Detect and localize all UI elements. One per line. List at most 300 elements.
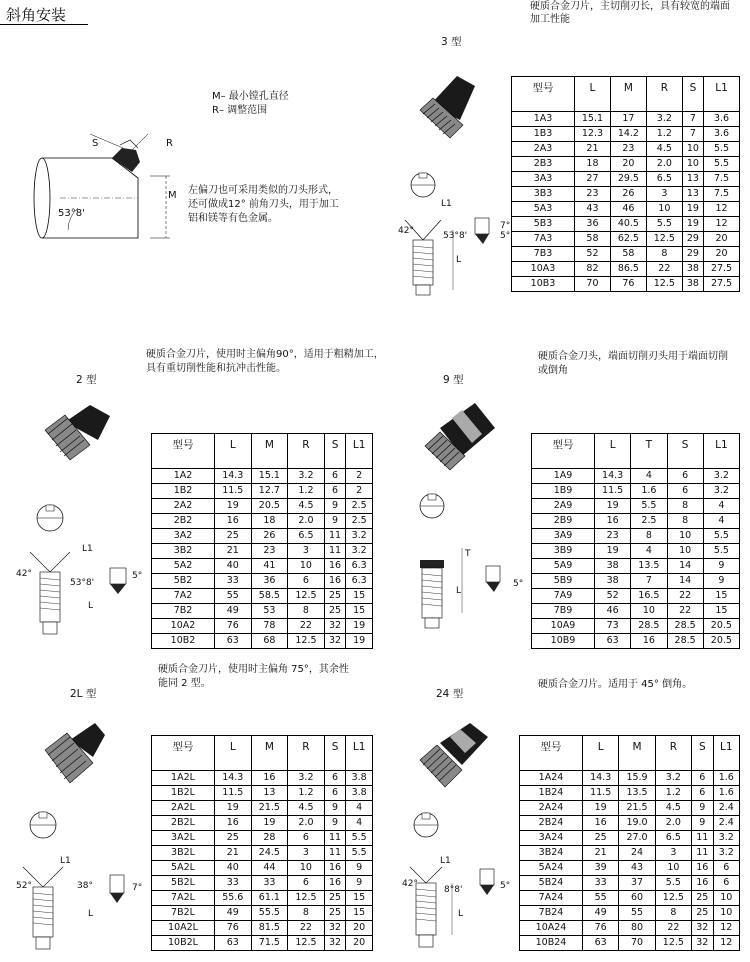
- table-row: [532, 469, 740, 484]
- col-header: M: [619, 736, 655, 771]
- table-row: [152, 831, 373, 846]
- value-cell: 32: [324, 619, 346, 634]
- col-header: L1: [704, 77, 740, 112]
- value-cell: 6.5: [646, 172, 682, 187]
- model-cell: 7B2: [152, 604, 215, 619]
- table-row: [532, 559, 740, 574]
- model-cell: 1A9: [532, 469, 595, 484]
- value-cell: 3: [288, 846, 325, 861]
- value-cell: 1.6: [713, 786, 739, 801]
- model-cell: 5B3: [512, 217, 575, 232]
- type-9-dim-t: T: [465, 549, 471, 559]
- value-cell: 5.5: [346, 846, 373, 861]
- intro-angle: 53°8': [58, 208, 85, 219]
- col-header: L1: [346, 434, 373, 469]
- value-cell: 23: [251, 544, 288, 559]
- table-row: [152, 484, 373, 499]
- value-cell: 25: [215, 831, 252, 846]
- value-cell: 23: [610, 142, 646, 157]
- value-cell: 20: [704, 247, 740, 262]
- page-title: 斜角安装: [6, 6, 67, 24]
- value-cell: 10: [288, 559, 325, 574]
- table-row: [152, 529, 373, 544]
- value-cell: 14: [667, 559, 703, 574]
- col-header: L: [215, 736, 252, 771]
- value-cell: 5.5: [704, 157, 740, 172]
- type-3-dim-a2: 53°8': [443, 231, 468, 241]
- value-cell: 11.5: [215, 484, 252, 499]
- col-header: 型号: [152, 736, 215, 771]
- value-cell: 8: [655, 906, 691, 921]
- value-cell: 8: [288, 906, 325, 921]
- value-cell: 9: [324, 816, 346, 831]
- value-cell: 10: [713, 906, 739, 921]
- value-cell: 76: [215, 921, 252, 936]
- col-header: R: [288, 434, 325, 469]
- model-cell: 10B3: [512, 277, 575, 292]
- table-row: [512, 262, 740, 277]
- value-cell: 2.5: [631, 514, 667, 529]
- type-24-table: [519, 735, 740, 951]
- value-cell: 4: [631, 469, 667, 484]
- value-cell: 7: [682, 112, 703, 127]
- model-cell: 1A2L: [152, 771, 215, 786]
- value-cell: 43: [575, 202, 611, 217]
- value-cell: 20: [346, 921, 373, 936]
- value-cell: 8: [646, 247, 682, 262]
- type-3-dim-a4: 5°: [500, 231, 511, 241]
- value-cell: 55: [619, 906, 655, 921]
- value-cell: 4: [703, 499, 739, 514]
- type-2-desc-2: 具有重切削性能和抗冲击性能。: [146, 363, 286, 374]
- value-cell: 1.6: [631, 484, 667, 499]
- value-cell: 13: [251, 786, 288, 801]
- value-cell: 15: [346, 891, 373, 906]
- table-row: [152, 771, 373, 786]
- value-cell: 19: [251, 816, 288, 831]
- value-cell: 5.5: [704, 142, 740, 157]
- value-cell: 6: [324, 771, 346, 786]
- table-row: [152, 559, 373, 574]
- col-header: L1: [703, 434, 739, 469]
- type-3-desc-2: 加工性能: [530, 14, 570, 25]
- value-cell: 12.5: [288, 936, 325, 951]
- value-cell: 68: [251, 634, 288, 649]
- value-cell: 3.2: [288, 469, 325, 484]
- value-cell: 3.2: [655, 771, 691, 786]
- table-row: [520, 861, 740, 876]
- table-row: [512, 112, 740, 127]
- value-cell: 21: [575, 142, 611, 157]
- model-cell: 3A9: [532, 529, 595, 544]
- value-cell: 9: [324, 514, 346, 529]
- table-row: [152, 499, 373, 514]
- value-cell: 11.5: [583, 786, 619, 801]
- model-cell: 10B2L: [152, 936, 215, 951]
- value-cell: 6: [288, 831, 325, 846]
- value-cell: 22: [655, 921, 691, 936]
- dim-s: S: [92, 138, 99, 149]
- value-cell: 7: [682, 127, 703, 142]
- table-row: [152, 634, 373, 649]
- value-cell: 12.5: [646, 232, 682, 247]
- value-cell: 38: [682, 277, 703, 292]
- model-cell: 1B3: [512, 127, 575, 142]
- model-cell: 2A9: [532, 499, 595, 514]
- col-header: M: [251, 736, 288, 771]
- type-2-dim-a3: 5°: [132, 571, 143, 581]
- col-header: T: [631, 434, 667, 469]
- value-cell: 6.3: [346, 574, 373, 589]
- table-row: [532, 529, 740, 544]
- table-row: [512, 127, 740, 142]
- value-cell: 3: [646, 187, 682, 202]
- model-cell: 10B2: [152, 634, 215, 649]
- table-row: [152, 876, 373, 891]
- value-cell: 3.2: [346, 544, 373, 559]
- dim-m: M: [168, 190, 177, 201]
- value-cell: 4.5: [288, 499, 325, 514]
- value-cell: 25: [215, 529, 252, 544]
- model-cell: 7A24: [520, 891, 583, 906]
- value-cell: 10: [667, 544, 703, 559]
- value-cell: 16: [215, 514, 252, 529]
- value-cell: 10: [655, 861, 691, 876]
- table-row: [520, 786, 740, 801]
- value-cell: 63: [215, 634, 252, 649]
- value-cell: 38: [595, 559, 631, 574]
- model-cell: 1B2L: [152, 786, 215, 801]
- table-row: [520, 831, 740, 846]
- model-cell: 10A3: [512, 262, 575, 277]
- value-cell: 9: [346, 876, 373, 891]
- type-24-label: 24 型: [436, 688, 464, 700]
- value-cell: 23: [575, 187, 611, 202]
- type-2l-dim-a2: 38°: [77, 881, 93, 891]
- value-cell: 37: [619, 876, 655, 891]
- model-cell: 5B2L: [152, 876, 215, 891]
- value-cell: 12.5: [288, 589, 325, 604]
- value-cell: 60: [619, 891, 655, 906]
- title-underline: [0, 24, 88, 25]
- type-2l-drawing: [15, 715, 145, 960]
- value-cell: 63: [583, 936, 619, 951]
- value-cell: 16: [631, 634, 667, 649]
- model-cell: 1B24: [520, 786, 583, 801]
- col-header: 型号: [532, 434, 595, 469]
- table-row: [520, 816, 740, 831]
- value-cell: 20.5: [703, 619, 739, 634]
- value-cell: 52: [595, 589, 631, 604]
- table-row: [152, 786, 373, 801]
- table-row: [512, 142, 740, 157]
- value-cell: 43: [619, 861, 655, 876]
- value-cell: 58: [610, 247, 646, 262]
- value-cell: 3.2: [703, 469, 739, 484]
- value-cell: 16: [583, 816, 619, 831]
- value-cell: 25: [583, 831, 619, 846]
- table-header-row: [532, 434, 740, 469]
- value-cell: 2.5: [346, 514, 373, 529]
- value-cell: 12.5: [655, 936, 691, 951]
- value-cell: 19.0: [619, 816, 655, 831]
- value-cell: 5.5: [703, 544, 739, 559]
- table-row: [532, 544, 740, 559]
- table-row: [152, 891, 373, 906]
- value-cell: 16.5: [631, 589, 667, 604]
- value-cell: 39: [583, 861, 619, 876]
- type-2l-table: [151, 735, 373, 951]
- value-cell: 6: [288, 574, 325, 589]
- value-cell: 10: [682, 142, 703, 157]
- model-cell: 2A24: [520, 801, 583, 816]
- value-cell: 1.2: [646, 127, 682, 142]
- value-cell: 5.5: [655, 876, 691, 891]
- col-header: R: [288, 736, 325, 771]
- type-9-desc-2: 或倒角: [538, 365, 568, 376]
- table-row: [512, 187, 740, 202]
- type-2-dim-l1: L1: [82, 544, 93, 554]
- value-cell: 20.5: [251, 499, 288, 514]
- value-cell: 18: [575, 157, 611, 172]
- type-24-rows: [520, 771, 740, 951]
- table-row: [520, 906, 740, 921]
- type-9-dim-a1: 5°: [513, 579, 524, 589]
- type-3-dim-a3: 7°: [500, 221, 511, 231]
- model-cell: 7A3: [512, 232, 575, 247]
- table-row: [532, 499, 740, 514]
- table-row: [520, 936, 740, 951]
- model-cell: 5A3: [512, 202, 575, 217]
- model-cell: 7A2: [152, 589, 215, 604]
- intro-note-2: 还可做成12° 前角刀头，用于加工: [188, 199, 339, 210]
- value-cell: 12.5: [655, 891, 691, 906]
- type-24-dim-a3: 5°: [500, 881, 511, 891]
- value-cell: 18: [251, 514, 288, 529]
- value-cell: 16: [215, 816, 252, 831]
- value-cell: 73: [595, 619, 631, 634]
- value-cell: 32: [324, 936, 346, 951]
- value-cell: 24.5: [251, 846, 288, 861]
- value-cell: 3.2: [646, 112, 682, 127]
- value-cell: 11: [324, 529, 346, 544]
- value-cell: 15: [346, 589, 373, 604]
- col-header: R: [655, 736, 691, 771]
- type-3-dim-l1: L1: [441, 199, 452, 209]
- type-2l-rows: [152, 771, 373, 951]
- value-cell: 21: [215, 846, 252, 861]
- value-cell: 19: [215, 499, 252, 514]
- value-cell: 33: [215, 574, 252, 589]
- table-row: [532, 604, 740, 619]
- type-24-dim-a2: 8°8': [444, 885, 463, 895]
- value-cell: 16: [692, 876, 713, 891]
- value-cell: 19: [583, 801, 619, 816]
- value-cell: 40.5: [610, 217, 646, 232]
- intro-note-1: 左偏刀也可采用类似的刀头形式，: [188, 185, 338, 196]
- value-cell: 11: [324, 846, 346, 861]
- value-cell: 20: [704, 232, 740, 247]
- value-cell: 2: [346, 469, 373, 484]
- model-cell: 10B24: [520, 936, 583, 951]
- value-cell: 15: [346, 604, 373, 619]
- type-9-label: 9 型: [443, 374, 464, 386]
- value-cell: 76: [610, 277, 646, 292]
- value-cell: 12: [713, 936, 739, 951]
- col-header: L: [583, 736, 619, 771]
- value-cell: 49: [583, 906, 619, 921]
- value-cell: 28: [251, 831, 288, 846]
- value-cell: 11: [692, 831, 713, 846]
- model-cell: 3B9: [532, 544, 595, 559]
- table-row: [152, 604, 373, 619]
- type-2-rows: [152, 469, 373, 649]
- value-cell: 15: [703, 589, 739, 604]
- value-cell: 3: [655, 846, 691, 861]
- value-cell: 76: [583, 921, 619, 936]
- value-cell: 32: [324, 634, 346, 649]
- boring-bar-diagram: [20, 120, 190, 245]
- value-cell: 32: [692, 936, 713, 951]
- value-cell: 6: [324, 469, 346, 484]
- value-cell: 2.0: [655, 816, 691, 831]
- type-2l-desc-1: 硬质合金刀片，使用时主偏角 75°，其余性: [158, 664, 349, 675]
- value-cell: 27.0: [619, 831, 655, 846]
- value-cell: 62.5: [610, 232, 646, 247]
- legend-m: M– 最小镗孔直径: [212, 91, 289, 102]
- type-2l-dim-l1: L1: [60, 856, 71, 866]
- table-row: [152, 589, 373, 604]
- value-cell: 2.0: [646, 157, 682, 172]
- model-cell: 2B24: [520, 816, 583, 831]
- value-cell: 8: [667, 499, 703, 514]
- value-cell: 2.4: [713, 801, 739, 816]
- value-cell: 81.5: [251, 921, 288, 936]
- table-header-row: [520, 736, 740, 771]
- value-cell: 4: [346, 816, 373, 831]
- model-cell: 3A24: [520, 831, 583, 846]
- value-cell: 10: [631, 604, 667, 619]
- value-cell: 80: [619, 921, 655, 936]
- value-cell: 49: [215, 906, 252, 921]
- value-cell: 55: [215, 589, 252, 604]
- type-24-desc-1: 硬质合金刀片。适用于 45° 倒角。: [538, 679, 693, 690]
- value-cell: 26: [610, 187, 646, 202]
- value-cell: 15.9: [619, 771, 655, 786]
- value-cell: 9: [324, 801, 346, 816]
- type-24-dim-a1: 42°: [402, 879, 418, 889]
- value-cell: 33: [215, 876, 252, 891]
- value-cell: 7.5: [704, 172, 740, 187]
- value-cell: 6.5: [288, 529, 325, 544]
- model-cell: 7B24: [520, 906, 583, 921]
- value-cell: 9: [346, 861, 373, 876]
- value-cell: 9: [324, 499, 346, 514]
- col-header: S: [324, 736, 346, 771]
- value-cell: 27.5: [704, 277, 740, 292]
- value-cell: 6: [692, 786, 713, 801]
- table-row: [512, 247, 740, 262]
- model-cell: 1B2: [152, 484, 215, 499]
- value-cell: 3.6: [704, 112, 740, 127]
- col-header: S: [692, 736, 713, 771]
- value-cell: 63: [595, 634, 631, 649]
- value-cell: 9: [703, 574, 739, 589]
- value-cell: 6: [324, 786, 346, 801]
- model-cell: 10B9: [532, 634, 595, 649]
- model-cell: 2B9: [532, 514, 595, 529]
- value-cell: 6: [667, 469, 703, 484]
- table-row: [512, 232, 740, 247]
- table-row: [532, 574, 740, 589]
- value-cell: 11.5: [595, 484, 631, 499]
- table-row: [512, 172, 740, 187]
- value-cell: 29: [682, 247, 703, 262]
- table-row: [520, 771, 740, 786]
- value-cell: 29.5: [610, 172, 646, 187]
- value-cell: 22: [288, 921, 325, 936]
- value-cell: 22: [646, 262, 682, 277]
- value-cell: 20: [610, 157, 646, 172]
- value-cell: 27: [575, 172, 611, 187]
- value-cell: 49: [215, 604, 252, 619]
- value-cell: 5.5: [703, 529, 739, 544]
- value-cell: 6.5: [655, 831, 691, 846]
- value-cell: 41: [251, 559, 288, 574]
- value-cell: 53: [251, 604, 288, 619]
- table-row: [152, 816, 373, 831]
- value-cell: 2.5: [346, 499, 373, 514]
- value-cell: 32: [324, 921, 346, 936]
- type-2-dim-l: L: [88, 601, 94, 611]
- type-3-table: [511, 76, 740, 292]
- model-cell: 7B3: [512, 247, 575, 262]
- table-row: [520, 876, 740, 891]
- value-cell: 58.5: [251, 589, 288, 604]
- value-cell: 8: [667, 514, 703, 529]
- value-cell: 22: [288, 619, 325, 634]
- type-2l-label: 2L 型: [70, 688, 97, 700]
- value-cell: 6: [324, 484, 346, 499]
- value-cell: 15: [703, 604, 739, 619]
- model-cell: 2A2L: [152, 801, 215, 816]
- value-cell: 14: [667, 574, 703, 589]
- value-cell: 3.2: [703, 484, 739, 499]
- value-cell: 4.5: [646, 142, 682, 157]
- type-2l-dim-l: L: [88, 909, 94, 919]
- value-cell: 40: [215, 559, 252, 574]
- value-cell: 11: [324, 831, 346, 846]
- value-cell: 33: [583, 876, 619, 891]
- col-header: 型号: [520, 736, 583, 771]
- value-cell: 20: [346, 936, 373, 951]
- model-cell: 10A2L: [152, 921, 215, 936]
- value-cell: 19: [595, 499, 631, 514]
- model-cell: 5B2: [152, 574, 215, 589]
- col-header: 型号: [152, 434, 215, 469]
- model-cell: 3A2: [152, 529, 215, 544]
- value-cell: 2: [346, 484, 373, 499]
- value-cell: 6: [713, 861, 739, 876]
- value-cell: 36: [575, 217, 611, 232]
- model-cell: 7A9: [532, 589, 595, 604]
- value-cell: 55: [583, 891, 619, 906]
- value-cell: 1.2: [655, 786, 691, 801]
- value-cell: 76: [215, 619, 252, 634]
- value-cell: 12.3: [575, 127, 611, 142]
- type-2-dim-a2: 53°8': [70, 578, 95, 588]
- type-2l-dim-a3: 7°: [132, 883, 143, 893]
